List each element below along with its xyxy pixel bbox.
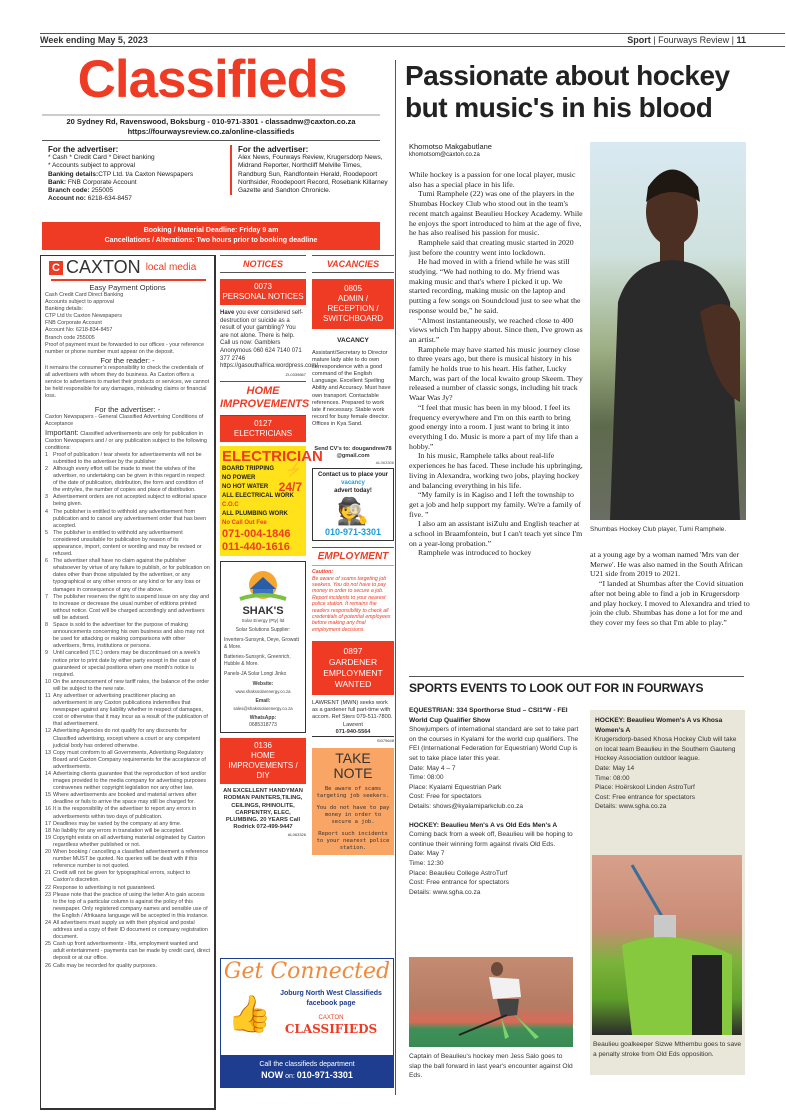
condition-text: Advertising Agencies do not qualify for any discounts for Classified advertising, except where a court or any competent judicial body has ordered otherwise.	[53, 728, 201, 749]
get-connected-ad	[220, 958, 394, 1088]
category-title: ADMIN / RECEPTION / SWITCHBOARD	[323, 294, 383, 323]
event-date: Date: May 4 – 7	[409, 764, 456, 772]
page-number: 11	[736, 35, 746, 45]
condition-number: 7	[45, 593, 48, 600]
deadline-cancellation: Cancellations / Alterations: Two hours prior to booking deadline	[104, 237, 318, 244]
divider	[42, 114, 380, 116]
call-banner	[221, 1055, 393, 1087]
condition-item	[45, 849, 210, 870]
panels-line: Panels-JA Solar Longi Jinko	[224, 671, 287, 678]
vacancy-title: VACANCY	[337, 337, 369, 344]
event-details: Details: www.sgha.co.za	[595, 803, 667, 811]
condition-item	[45, 870, 210, 884]
important-label: Important:	[45, 427, 79, 437]
week-ending: Week ending May 5, 2023	[40, 35, 148, 45]
ad-text: LAWRENT (MWN) seeks work as a gardener full part-time with accom. Ref Sters 079-511-7800.	[312, 700, 393, 721]
article-body	[409, 170, 584, 558]
employment-heading: EMPLOYMENT	[312, 547, 394, 566]
event-cost: Cost: Free entrance for spectators	[409, 879, 510, 887]
article-paragraph: Ramphele was introduced to hockey	[418, 548, 532, 558]
article-paragraph: “My family is in Kagiso and I left the township to get a job and help support my family. We're a family of five. ”	[409, 490, 582, 519]
category-title: HOME IMPROVEMENTS / DIY	[228, 751, 298, 781]
article-headline: Passionate about hockey but music's in his blood	[405, 60, 730, 123]
website-link[interactable]: www.shakssolarenergy.co.za	[235, 689, 291, 695]
sports-events-left	[409, 706, 579, 897]
event-details: Details: www.sgha.co.za	[409, 888, 481, 896]
condition-item	[45, 806, 210, 820]
article-continued	[590, 550, 750, 628]
condition-number: 10	[45, 678, 51, 685]
condition-item	[45, 920, 210, 941]
ad-ref: ZI-0339867	[285, 371, 306, 377]
service-item: No Call Out Fee	[222, 520, 267, 527]
condition-number: 4	[45, 508, 48, 515]
category-title: GARDENER EMPLOYMENT WANTED	[323, 657, 383, 690]
category-code: 0127	[254, 419, 272, 429]
condition-number: 18	[45, 827, 51, 834]
condition-item	[45, 835, 210, 849]
contact-line: Contact us to place your	[317, 472, 388, 479]
service-item: ALL ELECTRICAL WORK	[222, 493, 294, 500]
service-item: NO HOT WATER	[222, 484, 269, 491]
condition-text: Copy must conform to all Governments, Advertising Regulatory Board and Caxton Company requirements for the acceptance of advertisements.	[53, 749, 206, 770]
caxton-logo-text: CAXTON	[66, 257, 141, 278]
condition-number: 2	[45, 465, 48, 472]
condition-text: All advertisers must supply us with their physical and postal address and a copy of their ID document or company registration document.	[53, 919, 208, 941]
diy-ad	[220, 788, 306, 838]
condition-item	[45, 892, 210, 920]
company-name: SHAK'S	[242, 605, 284, 618]
contact-vacancy-ad	[312, 468, 394, 541]
hockey-player-photo	[409, 957, 573, 1047]
now-label: NOW	[261, 1070, 284, 1080]
vacancies-heading: VACANCIES	[312, 255, 394, 273]
article-paragraph: “Almost instantaneously, we reached close to 400 views which I'm happy about. Since then, I've grown as an artist.”	[409, 315, 583, 344]
condition-text: Advertisement orders are not accepted subject to editorial space being given.	[53, 494, 207, 508]
phone-number: 011-440-1616	[222, 541, 290, 554]
condition-item	[45, 750, 210, 771]
deadline-banner	[42, 222, 380, 250]
event-time: Time: 12:30	[409, 859, 444, 867]
ad-ref: SI079648	[376, 737, 394, 743]
personal-notice-ad	[220, 310, 319, 378]
condition-item	[45, 792, 210, 806]
personal-notices-header	[220, 279, 306, 305]
condition-item	[45, 679, 210, 693]
advertiser-papers-info	[230, 145, 390, 195]
article-paragraph: Ramphele said that creating music started in 2020 just before the country went into lockdown.	[409, 237, 574, 257]
condition-number: 11	[45, 692, 51, 699]
article-paragraph: Tumi Ramphele (22) was one of the players in the Shumbas Hockey Club who stood out in the team's recent match against Beaulieu Hockey Academy. While he enjoys the sport introduced to him at the age of five, he has also realised his passion for music.	[409, 189, 583, 238]
label: Bank:	[48, 178, 67, 186]
condition-number: 5	[45, 529, 48, 536]
condition-item	[45, 963, 210, 970]
sports-events-heading: SPORTS EVENTS TO LOOK OUT FOR IN FOURWAYS	[409, 681, 704, 695]
condition-number: 19	[45, 834, 51, 841]
article-paragraph: While hockey is a passion for one local player, music also has a special place in his life.	[409, 170, 576, 189]
label: Branch code:	[48, 187, 90, 195]
value: FNB Corporate Account	[67, 178, 137, 186]
paper-name: Fourways Review	[658, 35, 730, 45]
condition-item	[45, 530, 210, 558]
condition-text: Deadlines may be varied by the company at any time.	[53, 820, 182, 827]
notices-heading: NOTICES	[220, 255, 306, 273]
condition-text: Calls may be recorded for quality purposes.	[53, 962, 157, 969]
condition-text: On the announcement of new tariff rates, the balance of the order will be subject to the new rate.	[53, 678, 210, 692]
condition-number: 24	[45, 919, 51, 926]
condition-number: 6	[45, 558, 48, 565]
batteries-line: Batteries-Sunsynk, Greenrich, Hubble & More.	[224, 654, 291, 668]
label: Banking details:	[48, 170, 99, 178]
condition-item	[45, 885, 210, 892]
condition-item	[45, 650, 210, 678]
page-info: Sport | Fourways Review | 11	[627, 35, 746, 45]
text-line: Account No: 6218-834-8457	[45, 327, 113, 334]
event-cost: Cost: Free entrance for spectators	[595, 793, 696, 801]
lightning-icon: ⚡	[285, 462, 302, 478]
category-code: 0073	[254, 282, 272, 291]
service-item: BOARD TRIPPING	[222, 466, 275, 473]
take-note-text: Report such incidents to your nearest police station.	[316, 830, 390, 851]
ad-text: you ever considered self-destruction or suicide as a result of your gambling? You are not alone. There is help. Call us now: Gamblers Anonymous 060 624 7140 071 377 2746 https://gasouthafrica.wordpress.com/	[220, 310, 319, 370]
section-label: Sport	[627, 35, 651, 45]
deadline-booking: Booking / Material Deadline: Friday 9 am	[143, 227, 279, 234]
condition-text: Although every effort will be made to meet the wishes of the advertiser, no undertaking can be given in this regard in respect of the date of publication, distribution, the form and condition of the entry/ies, the number of copies and place of distribution.	[53, 465, 205, 494]
electrician-ad	[220, 446, 323, 556]
condition-text: The publisher reserves the right to suspend issue on any day and to increase or decrease the usual number of editions printed without notice. Cost will be charged accordingly and advertisers will be advised.	[53, 593, 210, 621]
event-time: Time: 08:00	[409, 774, 444, 782]
article-author: Khomotso Makgabutlane	[409, 142, 492, 151]
ad-title: ELECTRICIAN	[222, 448, 323, 466]
label: WhatsApp:	[249, 715, 277, 722]
email-link[interactable]: sales@shakssolarenergy.co.za	[233, 706, 293, 712]
value: 6218-634-8457	[87, 195, 132, 203]
condition-number: 13	[45, 749, 51, 756]
section-heading: Easy Payment Options	[89, 283, 166, 292]
service-item: ALL PLUMBING WORK	[222, 511, 288, 518]
event-item	[409, 821, 579, 898]
take-note-title: TAKE NOTE	[333, 749, 373, 781]
condition-item	[45, 622, 210, 650]
facebook-line: Joburg North West Classifieds	[280, 990, 382, 997]
payment-line: * Accounts subject to approval	[48, 162, 136, 170]
classifieds-title: Classifieds	[77, 50, 347, 109]
condition-text: Where advertisements are booked and material arrives after deadline or fails to arrive the space may still be charged for.	[53, 792, 197, 806]
divider	[42, 140, 380, 141]
caution-title: Caution:	[312, 569, 334, 576]
call-phone: 010-971-3301	[296, 1070, 353, 1080]
article-author-email[interactable]: khomotsom@caxton.co.za	[409, 152, 480, 158]
whatsapp-number: 0685318773	[249, 722, 277, 729]
value: 255005	[91, 187, 114, 195]
goalkeeper-photo-caption: Beaulieu goalkeeper Sizwe Mthembu goes to save a penalty stroke from Old Eds opposition.	[593, 1041, 742, 1058]
company-sub: Solar Energy (Pty) ltd	[241, 618, 285, 624]
article-paragraph: “I landed at Shumbas after the Covid situation after not being able to find a job in Krugersdorp and play hockey. I moved to Alexandra and tried to join the club. Shumbas has done a lot for me and they cover my fees so that I'm able to play.”	[590, 579, 750, 627]
label: Account no:	[48, 195, 86, 203]
article-paragraph: I also am an assistant isiZulu and English teacher at a school in Braamfontein, but I can't teach yet since I'm on a year-long probation.”	[409, 519, 583, 548]
text-line: FNB Corporate Account	[45, 320, 102, 327]
value: CTP Ltd. t/a Caxton Newspapers	[98, 170, 194, 178]
condition-number: 12	[45, 728, 51, 735]
phone-number: 071-004-1846	[222, 528, 291, 541]
condition-text: Please note that the practice of using the letter A to gain access to the top of a particular column is against the policy of this newspaper. Only registered company names and sensible use of the English / Afrikaans language will be accepted in this instance.	[53, 891, 209, 919]
send-cv-line: Send CV's to: dougandrew78 @gmail.com	[314, 446, 392, 460]
article-paragraph: Ramphele may have started his music journey close to three years ago, but there is musical history in his family he holds true to his heart. His father, Lucky March, was part of the local kwaito group Skeem. They released a number of classic songs, including hit track Waar Was Jy?	[409, 344, 583, 403]
caxton-logo-icon: C	[49, 261, 63, 275]
vacancy-text: Assistant/Secretary to Director mature lady able to do own correspondence with a good command of the English Language. Excellent Spelling Ability and Accuracy. Must have own transport. Contactable references. Prepared to work late if necessary. Stable work record for busy female director. Offices in Kya Sand.	[312, 350, 391, 427]
easy-payment-lines	[45, 292, 210, 356]
condition-text: When booking / cancelling a classified advertisement a reference number MUST be quoted. No queries will be dealt with if this reference number is not quoted.	[53, 849, 209, 870]
payment-line: * Cash * Credit Card * Direct banking	[48, 154, 155, 161]
condition-number: 14	[45, 771, 51, 777]
advertiser-payment-info	[48, 145, 218, 204]
condition-item	[45, 771, 210, 792]
admin-header	[312, 279, 394, 329]
condition-number: 21	[45, 870, 51, 877]
divider	[409, 676, 744, 677]
important-text: Classified advertisements are only for publication in Caxton Newspapers and / or any publication subject to the following conditions:	[45, 430, 207, 451]
lead-word: Have	[220, 310, 235, 316]
article-paragraph: at a young age by a woman named 'Mrs van der Merwe'. He was also named in the South African U21 side from 2019 to 2021.	[590, 550, 743, 579]
service-item: NO POWER	[222, 475, 256, 482]
contact-highlight: vacancy	[341, 480, 365, 487]
take-note-text: Be aware of scams targeting job seekers.	[316, 785, 390, 799]
condition-number: 22	[45, 884, 51, 891]
condition-text: Advertising clients guarantee that the reproduction of text and/or images provided to the media company for advertising purposes contravenes neither copyright legislation nor any other law.	[53, 771, 207, 792]
condition-number: 23	[45, 891, 51, 898]
condition-number: 17	[45, 820, 51, 827]
event-title: EQUESTRIAN: 334 Sporthorse Stud – CSI1*W - FEI World Cup Qualifier Show	[409, 707, 568, 724]
condition-number: 15	[45, 792, 51, 799]
condition-text: Copyright exists on all advertising material originated by Caxton regardless whether published or not.	[53, 834, 205, 848]
papers-list: Alex News, Fourways Review, Krugersdorp News, Midrand Reporter, Northcliff Melville Times, Randburg Sun, Randfontein Herald, Roodepoort Northsider, Roodepoort Record, Rosebank Killarney Gazette and Sandton Chronicle.	[238, 154, 388, 195]
caxton-conditions-box	[40, 255, 216, 1110]
condition-text: Until cancelled (T.C.) orders may be discontinued on a week's notice prior to print date by either party except in the case of guaranteed or special positions when one month's notice is required.	[53, 650, 201, 678]
home-improvements-heading: HOME IMPROVEMENTS	[220, 381, 306, 411]
section-heading: For the reader: -	[100, 355, 155, 365]
event-desc: Coming back from a week off, Beaulieu will be hoping to continue their winning form against rivals Old Eds.	[409, 831, 573, 848]
condition-item	[45, 594, 210, 622]
condition-text: The advertiser shall have no claim against the publisher whatsoever by virtue of any failure to publish, or for publication on dates other than those stipulated by the advertiser, or any typographical or any other errors or any kind or for any loss or damages in consequence of any of the above.	[53, 558, 210, 593]
contact-phone: 010-971-3301	[324, 527, 382, 538]
condition-text: Credit will not be given for typographical errors, subject to Caxton's discretion.	[53, 870, 191, 884]
event-date: Date: May 14	[595, 764, 635, 772]
ad-name: Lawrent	[343, 721, 363, 728]
detective-icon: 🕵	[336, 496, 370, 527]
thumbs-up-icon: 👍	[227, 993, 272, 1034]
player-photo	[590, 142, 746, 520]
condition-number: 1	[45, 451, 48, 458]
condition-number: 9	[45, 650, 48, 657]
diy-header	[220, 738, 306, 784]
text-line: Banking details:	[45, 306, 84, 313]
category-code: 0805	[344, 284, 362, 293]
condition-text: No liability for any errors in translation will be accepted.	[53, 827, 185, 834]
availability-badge: 24/7	[278, 480, 302, 495]
condition-number: 3	[45, 494, 48, 501]
event-item	[409, 706, 579, 812]
condition-item	[45, 558, 210, 593]
label: Website:	[252, 681, 274, 688]
gardener-ad	[312, 700, 394, 744]
ad-ref: AL063306	[375, 460, 394, 466]
vacancies-column	[312, 255, 394, 855]
condition-text: It is the responsibility of the advertiser to report any errors in advertisements within two days of publication.	[53, 806, 197, 820]
facebook-line: facebook page	[306, 1000, 356, 1007]
condition-text: The publisher is entitled to withhold any advertisement considered unsuitable for publication by reason of its appearance, import, content or wording and may be revised or refused.	[53, 529, 202, 558]
label: Email:	[255, 698, 271, 705]
column-divider	[395, 60, 396, 1095]
caxton-brand: CAXTON	[318, 1015, 344, 1021]
classifieds-brand: CLASSIFIEDS	[284, 1022, 378, 1036]
hockey-photo-caption-left: Captain of Beaulieu's hockey men Jess Salo goes to slap the ball forward in last year's encounter against Old Eds.	[409, 1053, 573, 1080]
condition-item	[45, 728, 210, 749]
text-line: Accounts subject to approval	[45, 299, 114, 306]
caxton-logo	[49, 259, 210, 277]
condition-text: Any advertiser or advertising practitioner placing an advertisement in any Caxton publications indemnifies that newspaper against any liability whether in respect of damages, cost or otherwise that it may incur as a result of the publication of that advertisement.	[53, 692, 208, 728]
header-rule-bottom	[40, 46, 785, 47]
section-heading: For the advertiser: -	[94, 405, 161, 415]
classifieds-address	[42, 117, 380, 137]
event-desc: Showjumpers of international standard are set to take part on the courses in Kyalami for the world cup qualifiers. The FEI (International Federation for Equestrian) World Cup is set to take place later this year.	[409, 726, 579, 762]
condition-item	[45, 509, 210, 530]
caution-text: Be aware of scams targeting job seekers. You do not have to pay money in order to secure a job. Report incidents to your nearest police station. It remains the readers responsibility to check all credentials of potential employees before making any final employment decisions.	[312, 575, 391, 633]
condition-item	[45, 466, 210, 494]
event-place: Place: Beaulieu College AstroTurf	[409, 869, 508, 877]
article-paragraph: In his music, Ramphele talks about real-life experiences he has faced. These include his upbringing, living in Alexandra, working two jobs, playing hockey and balancing everything in his life.	[409, 451, 583, 490]
electrician-services	[222, 462, 304, 528]
ad-text: AN EXCELLENT HANDYMAN RODMAN PAINTERS,TILING, CEILINGS, RHINOLITE, CARPENTRY, ELEC, PLUMBING. 20 YEARS Call Rodrick 072-499-9447	[223, 788, 303, 830]
header-rule-top	[40, 33, 785, 34]
text-line: Proof of payment must be forwarded to our offices - your reference number or phone number must appear on the deposit.	[45, 341, 205, 355]
caxton-logo-sub: local media	[145, 262, 197, 274]
event-date: Date: May 7	[409, 850, 445, 858]
ad-ref: AL063326	[287, 831, 306, 837]
electricians-header	[220, 415, 306, 442]
article-paragraph: He had moved in with a friend while he was still studying. “We had nothing to do. My friend was making music and that's where I picked it up. We started recording, making music on the laptop and putting a few songs on Soundcloud just to see what the response would be,” he said.	[409, 257, 581, 315]
event-desc: Krugersdorp-based Khosa Hockey Club will take on local team Beaulieu in the Southern Gauteng Hockey Association outdoor league.	[595, 736, 737, 763]
divider	[51, 279, 206, 281]
condition-item	[45, 941, 210, 962]
category-code: 0897	[343, 646, 363, 657]
caution-notice	[312, 569, 394, 633]
advertiser-heading: For the advertiser:	[48, 145, 119, 154]
event-details: Details: shows@kyalamiparkclub.co.za	[409, 802, 524, 810]
condition-item	[45, 494, 210, 508]
condition-number: 8	[45, 622, 48, 629]
condition-text: Cash up front advertisements - lifts, employment wanted and adult entertainment - payments can be made by credit card, direct deposit or at our office.	[53, 941, 211, 962]
condition-item	[45, 828, 210, 835]
event-place: Place: Hoërskool Linden AstroTurf	[595, 784, 695, 792]
gardener-header	[312, 641, 394, 695]
condition-number: 16	[45, 806, 51, 813]
condition-number: 25	[45, 941, 51, 948]
address-line: 20 Sydney Rd, Ravenswood, Boksburg - 010-971-3301 - classadnw@caxton.co.za	[66, 117, 356, 126]
tagline: Solar Solutions Supplier:	[235, 627, 291, 634]
player-photo-caption: Shumbas Hockey Club player, Tumi Ramphele.	[590, 526, 727, 533]
contact-line: advert today!	[334, 488, 372, 495]
category-code: 0136	[254, 741, 272, 751]
advertiser-heading: For the advertiser:	[238, 145, 309, 154]
goalkeeper-photo	[592, 855, 742, 1035]
condition-number: 20	[45, 849, 51, 856]
call-line: Call the classifieds department	[259, 1061, 355, 1068]
now-on: on:	[285, 1073, 295, 1080]
event-title: HOCKEY: Beaulieu Men's A vs Old Eds Men's A	[409, 821, 558, 829]
condition-number: 26	[45, 962, 51, 969]
condition-text: Response to advertising is not guaranteed.	[53, 884, 156, 891]
get-connected-title: Get Connected	[223, 959, 391, 984]
ad-phone: 071-940-5564	[312, 729, 394, 737]
event-title: HOCKEY: Beaulieu Women's A vs Khosa Women's A	[595, 717, 723, 734]
take-note-text: You do not have to pay money in order to secure a job.	[316, 804, 390, 825]
take-note-box	[312, 748, 394, 855]
event-place: Place: Kyalami Equestrian Park	[409, 783, 502, 791]
condition-text: The publisher is entitled to withhold any advertisement from publication and to cancel any advertisement order that has been accepted.	[53, 508, 207, 529]
condition-item	[45, 693, 210, 728]
classifieds-url[interactable]: https://fourwaysreview.co.za/online-classifieds	[127, 127, 295, 136]
service-item: C.O.C	[222, 502, 239, 509]
text-line: Cash Credit Card Direct Banking	[45, 292, 124, 298]
advertiser-text: Caxton Newspapers - General Classified Advertising Conditions of Acceptance	[45, 414, 204, 428]
condition-text: Space is sold to the advertiser for the purpose of making announcements concerning his own business and also may not be used for attacking or making comparisons with other advertisers, firms, institutions or persons.	[53, 622, 205, 650]
text-line: Branch code 255005	[45, 334, 95, 341]
conditions-list	[45, 452, 210, 970]
category-title: PERSONAL NOTICES	[222, 292, 304, 301]
condition-item	[45, 821, 210, 828]
inverters-line: Inverters-Sunsynk, Deye, Growatt & More.	[224, 637, 300, 651]
article-paragraph: “I feel that music has been in my blood. I feel its frequency everywhere and I'm on this earth to bring good energy into a room. I just want to bring it into everything I do. Music is more a part of my life than a hobby.”	[409, 402, 579, 451]
solar-house-logo-icon	[238, 565, 288, 605]
condition-item	[45, 452, 210, 466]
reader-text: It remains the consumer's responsibility to check the credentials of all advertisers with whom they do business. As Caxton offers a service to advertisers to market their products or services, we cannot be held responsible for any damages, misleading claims or financial loss.	[45, 364, 210, 400]
category-title: ELECTRICIANS	[233, 429, 293, 439]
text-line: CTP Ltd t/s Caxton Newspapers	[45, 313, 122, 320]
event-time: Time: 08:00	[595, 774, 630, 782]
event-cost: Cost: Free for spectators	[409, 793, 482, 801]
condition-text: Proof of publication / tear sheets for advertisements will not be submitted to the advertiser by the publisher	[53, 451, 202, 465]
shaks-solar-ad	[220, 561, 306, 733]
